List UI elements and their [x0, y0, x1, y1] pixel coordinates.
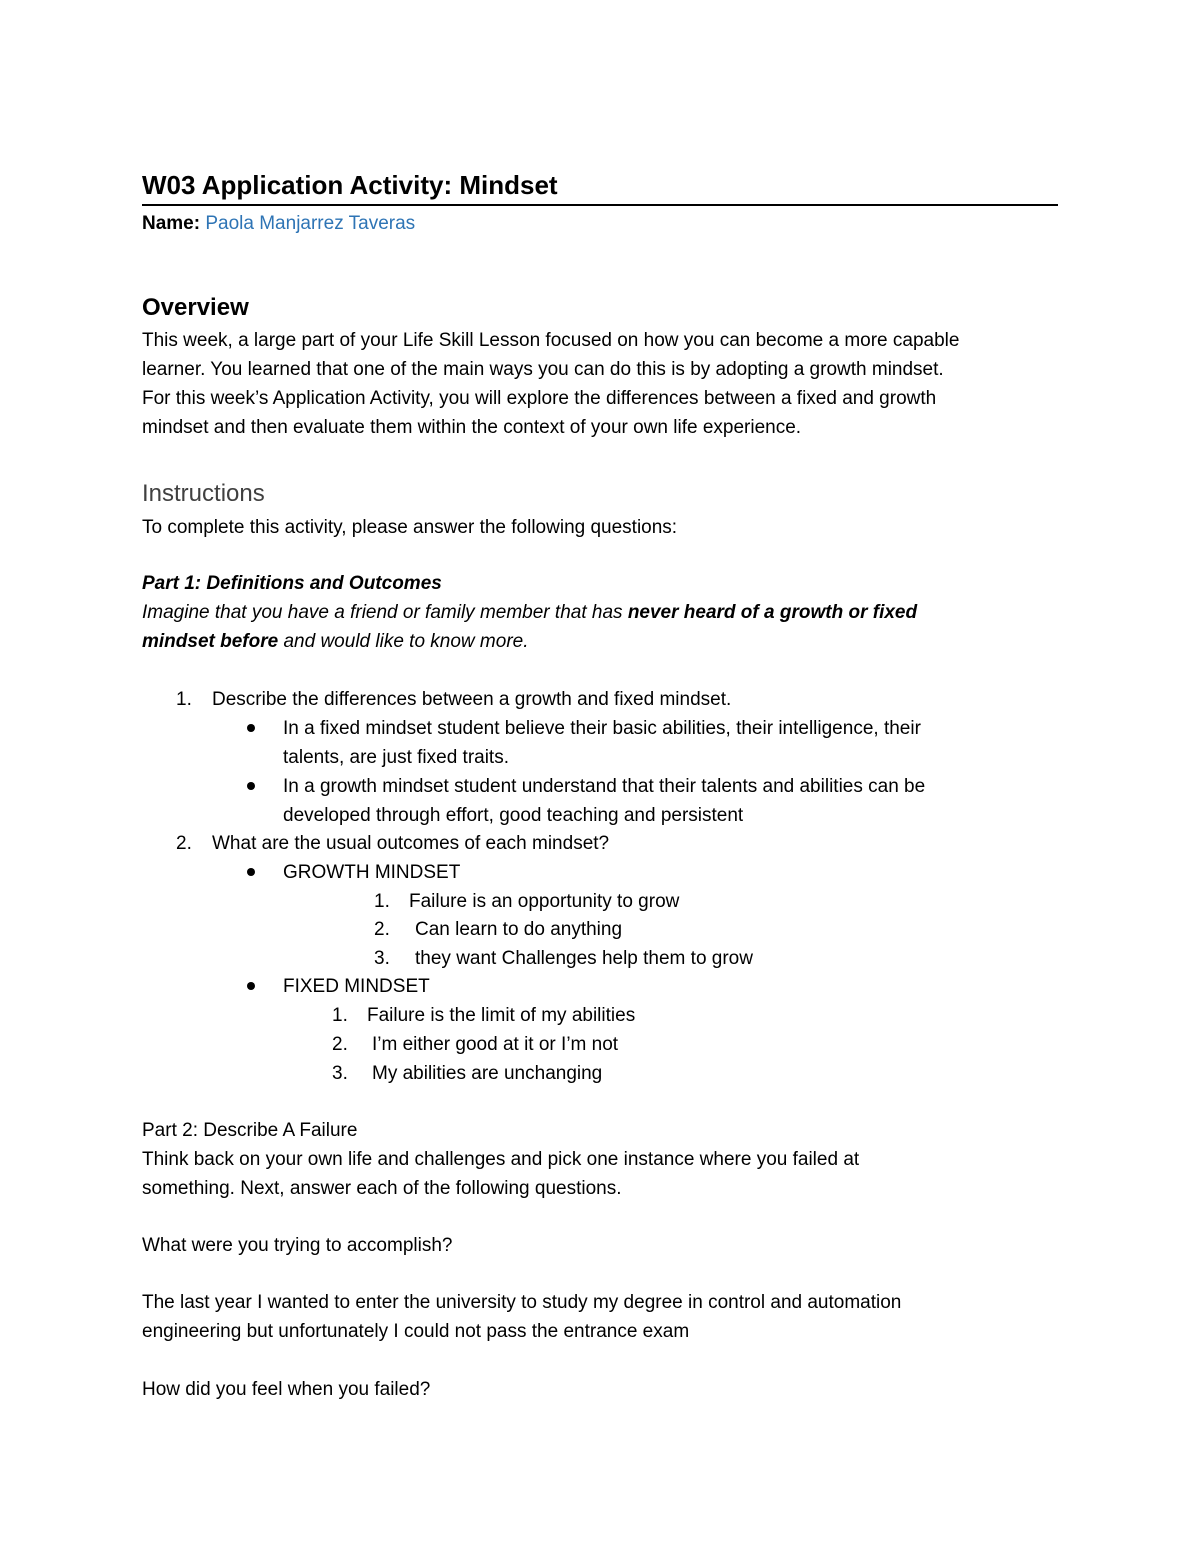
list-number: 2. — [374, 919, 390, 940]
overview-line: learner. You learned that one of the main ways you can do this is by adopting a growth mindset. — [142, 359, 944, 380]
title-underline-divider — [142, 204, 1058, 206]
overview-paragraph — [142, 326, 1058, 442]
part2-heading: Part 2: Describe A Failure — [142, 1120, 358, 1141]
part2-intro-line: Think back on your own life and challenges and pick one instance where you failed at — [142, 1149, 860, 1170]
part1-heading: Part 1: Definitions and Outcomes — [142, 573, 442, 594]
part2-intro-line: something. Next, answer each of the following questions. — [142, 1178, 622, 1199]
part2-question-1: What were you trying to accomplish? — [142, 1235, 453, 1256]
list-number: 3. — [374, 948, 390, 969]
part2-answer-line: engineering but unfortunately I could not pass the entrance exam — [142, 1321, 690, 1342]
fixed-outcome-item: I’m either good at it or I’m not — [372, 1034, 619, 1055]
list-number: 1. — [374, 891, 390, 912]
part1-prompt-line2 — [142, 627, 529, 656]
instructions-heading: Instructions — [142, 480, 265, 507]
overview-line: For this week’s Application Activity, you will explore the differences between a fixed and growth — [142, 388, 937, 409]
fixed-outcome-item: My abilities are unchanging — [372, 1063, 603, 1084]
bullet-icon — [247, 868, 255, 876]
part2-answer-line: The last year I wanted to enter the university to study my degree in control and automation — [142, 1292, 902, 1313]
growth-mindset-label: GROWTH MINDSET — [283, 862, 461, 883]
name-label: Name: — [142, 213, 201, 234]
prompt-emphasis: never heard of a growth or fixed — [627, 602, 918, 623]
answer-bullet-line: talents, are just fixed traits. — [283, 747, 509, 768]
answer-bullet-line: In a fixed mindset student believe their basic abilities, their intelligence, their — [283, 718, 921, 739]
part2-question-2: How did you feel when you failed? — [142, 1379, 431, 1400]
question-number: 2. — [176, 833, 192, 854]
student-name-line — [142, 212, 415, 236]
fixed-outcome-item: Failure is the limit of my abilities — [367, 1005, 636, 1026]
bullet-icon — [247, 982, 255, 990]
question-1-text: Describe the differences between a growth and fixed mindset. — [212, 689, 732, 710]
prompt-text: and would like to know more. — [278, 631, 529, 652]
prompt-text: Imagine that you have a friend or family member that has — [142, 602, 628, 623]
answer-bullet-line: developed through effort, good teaching and persistent — [283, 805, 744, 826]
growth-outcome-item: they want Challenges help them to grow — [415, 948, 753, 969]
prompt-emphasis: mindset before — [142, 631, 279, 652]
growth-outcome-item: Failure is an opportunity to grow — [409, 891, 680, 912]
bullet-icon — [247, 724, 255, 732]
question-number: 1. — [176, 689, 192, 710]
list-number: 1. — [332, 1005, 348, 1026]
list-number: 3. — [332, 1063, 348, 1084]
overview-heading: Overview — [142, 294, 249, 321]
list-number: 2. — [332, 1034, 348, 1055]
document-page — [142, 0, 1058, 1553]
instructions-intro: To complete this activity, please answer the following questions: — [142, 517, 678, 538]
overview-line: This week, a large part of your Life Skill Lesson focused on how you can become a more capable — [142, 330, 960, 351]
overview-line: mindset and then evaluate them within the context of your own life experience. — [142, 417, 802, 438]
name-value: Paola Manjarrez Taveras — [205, 213, 416, 234]
bullet-icon — [247, 782, 255, 790]
document-title: W03 Application Activity: Mindset — [142, 170, 558, 200]
part1-prompt-line1 — [142, 598, 917, 627]
question-2-text: What are the usual outcomes of each mindset? — [212, 833, 610, 854]
answer-bullet-line: In a growth mindset student understand that their talents and abilities can be — [283, 776, 926, 797]
fixed-mindset-label: FIXED MINDSET — [283, 976, 430, 997]
growth-outcome-item: Can learn to do anything — [415, 919, 623, 940]
